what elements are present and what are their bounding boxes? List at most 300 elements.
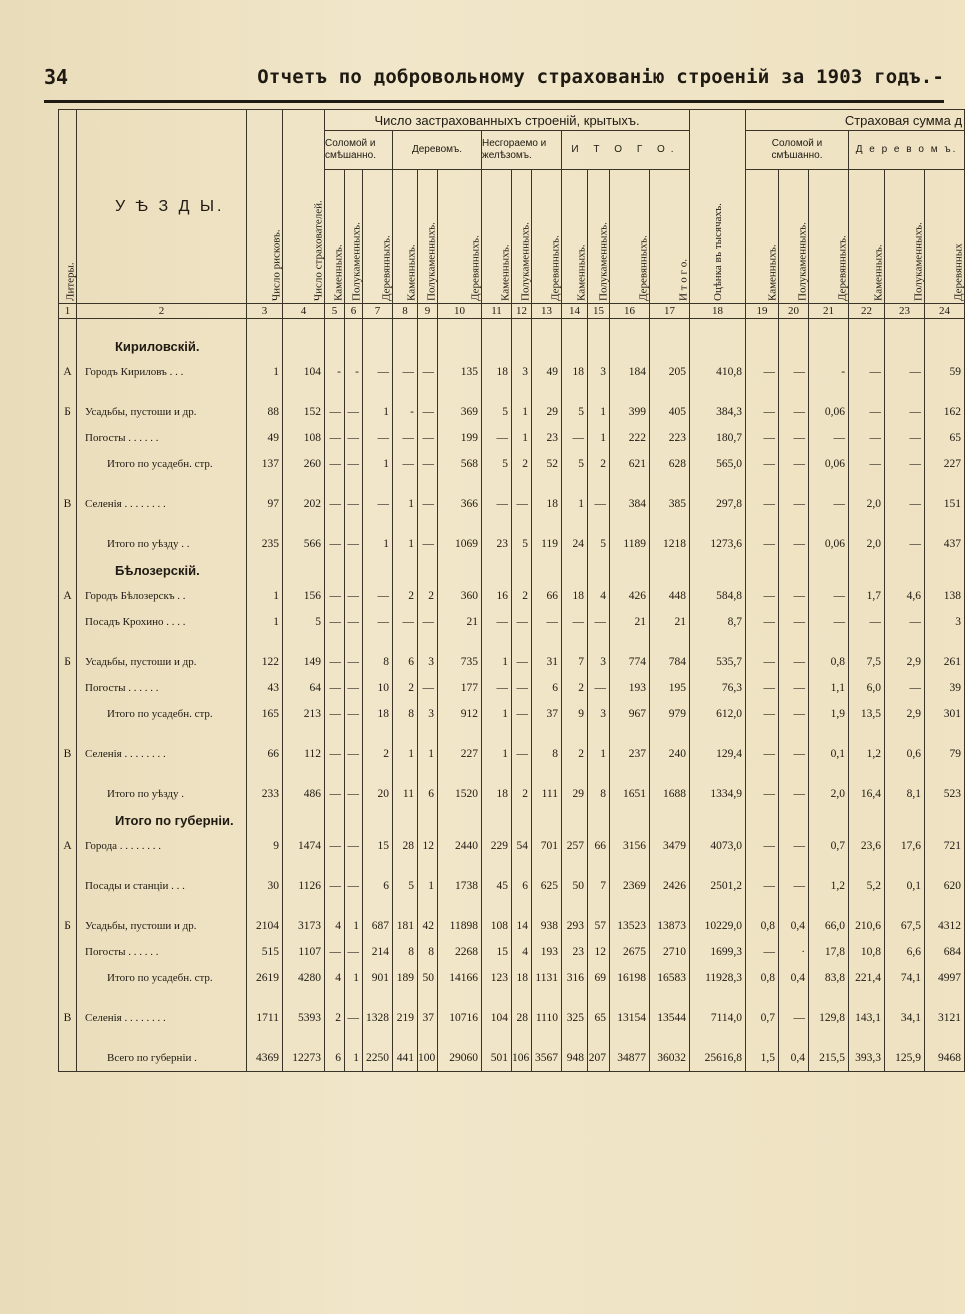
value-cell: 2501,2 bbox=[690, 873, 746, 899]
value-cell: 1273,6 bbox=[690, 531, 746, 557]
spacer-cell bbox=[363, 477, 393, 491]
value-cell: 111 bbox=[532, 781, 562, 807]
row-label: Города . . . . . . . . bbox=[77, 833, 247, 859]
value-cell: 0,7 bbox=[809, 833, 849, 859]
value-cell: 65 bbox=[925, 425, 965, 451]
value-cell: 0,4 bbox=[779, 1045, 809, 1072]
spacer-cell bbox=[325, 899, 345, 913]
value-cell: 612,0 bbox=[690, 701, 746, 727]
spacer-cell bbox=[588, 991, 610, 1005]
value-cell: 1 bbox=[482, 741, 512, 767]
value-cell: 1520 bbox=[438, 781, 482, 807]
col-header-stone: Каменныхъ. bbox=[562, 170, 588, 304]
spacer-cell bbox=[363, 767, 393, 781]
total-row bbox=[59, 1045, 965, 1072]
value-cell: 565,0 bbox=[690, 451, 746, 477]
value-cell: — bbox=[809, 425, 849, 451]
value-cell: 162 bbox=[925, 399, 965, 425]
literal-cell: А bbox=[59, 833, 77, 859]
value-cell: 4,6 bbox=[885, 583, 925, 609]
value-cell: 3173 bbox=[283, 913, 325, 939]
value-cell: 1 bbox=[418, 873, 438, 899]
spacer-cell bbox=[610, 1031, 650, 1045]
spacer-cell bbox=[885, 385, 925, 399]
value-cell: 1651 bbox=[610, 781, 650, 807]
value-cell: — bbox=[779, 359, 809, 385]
spacer-cell bbox=[690, 767, 746, 781]
value-cell: — bbox=[418, 425, 438, 451]
value-cell: 5 bbox=[512, 531, 532, 557]
spacer-cell bbox=[363, 991, 393, 1005]
spacer-cell bbox=[849, 899, 885, 913]
value-cell: 1474 bbox=[283, 833, 325, 859]
spacer-cell bbox=[562, 1031, 588, 1045]
column-number: 17 bbox=[650, 304, 690, 319]
value-cell: 138 bbox=[925, 583, 965, 609]
row-label: Селенія . . . . . . . . bbox=[77, 1005, 247, 1031]
value-cell: — bbox=[345, 781, 363, 807]
value-cell: 261 bbox=[925, 649, 965, 675]
section-row bbox=[59, 333, 965, 359]
value-cell: 1 bbox=[588, 741, 610, 767]
literal-cell bbox=[59, 531, 77, 557]
total-row bbox=[59, 451, 965, 477]
value-cell: 1189 bbox=[610, 531, 650, 557]
empty-cell bbox=[345, 557, 363, 583]
empty-cell bbox=[345, 333, 363, 359]
value-cell: — bbox=[418, 491, 438, 517]
row-label: Посады и станціи . . . bbox=[77, 873, 247, 899]
literal-cell bbox=[59, 1045, 77, 1072]
empty-cell bbox=[247, 807, 283, 833]
empty-cell bbox=[562, 807, 588, 833]
value-cell: 2 bbox=[512, 583, 532, 609]
value-cell: — bbox=[746, 873, 779, 899]
value-cell: 100 bbox=[418, 1045, 438, 1072]
value-cell: 12273 bbox=[283, 1045, 325, 1072]
spacer-cell bbox=[809, 1031, 849, 1045]
spacer-cell bbox=[77, 991, 247, 1005]
value-cell: 18 bbox=[562, 359, 588, 385]
value-cell: 1,2 bbox=[809, 873, 849, 899]
column-number: 20 bbox=[779, 304, 809, 319]
value-cell: 8,7 bbox=[690, 609, 746, 635]
empty-cell bbox=[779, 557, 809, 583]
col-header-wooden: Деревянныхъ. bbox=[438, 170, 482, 304]
value-cell: 0,7 bbox=[746, 1005, 779, 1031]
spacer-cell bbox=[809, 859, 849, 873]
value-cell: 393,3 bbox=[849, 1045, 885, 1072]
empty-cell bbox=[690, 557, 746, 583]
value-cell: 5 bbox=[482, 451, 512, 477]
spacer-cell bbox=[925, 991, 965, 1005]
value-cell: 8,1 bbox=[885, 781, 925, 807]
spacer-cell bbox=[650, 477, 690, 491]
spacer-cell bbox=[345, 477, 363, 491]
spacer-cell bbox=[588, 635, 610, 649]
spacer-cell bbox=[610, 477, 650, 491]
value-cell: 1 bbox=[247, 583, 283, 609]
spacer-cell bbox=[393, 859, 418, 873]
value-cell: 369 bbox=[438, 399, 482, 425]
spacer-cell bbox=[363, 1031, 393, 1045]
spacer-cell bbox=[283, 727, 325, 741]
spacer-cell bbox=[438, 859, 482, 873]
spacer-row bbox=[59, 385, 965, 399]
col-header-stone: Каменныхъ. bbox=[325, 170, 345, 304]
value-cell: 3479 bbox=[650, 833, 690, 859]
value-cell: 2 bbox=[562, 675, 588, 701]
value-cell: 66 bbox=[247, 741, 283, 767]
value-cell: 237 bbox=[610, 741, 650, 767]
value-cell: — bbox=[512, 701, 532, 727]
value-cell: — bbox=[345, 649, 363, 675]
value-cell: — bbox=[418, 531, 438, 557]
spacer-cell bbox=[438, 635, 482, 649]
value-cell: 6 bbox=[363, 873, 393, 899]
spacer-cell bbox=[418, 385, 438, 399]
value-cell: 12 bbox=[418, 833, 438, 859]
value-cell: 8 bbox=[532, 741, 562, 767]
value-cell: 0,8 bbox=[746, 913, 779, 939]
value-cell: 104 bbox=[283, 359, 325, 385]
value-cell: 66,0 bbox=[809, 913, 849, 939]
value-cell: — bbox=[809, 583, 849, 609]
spacer-cell bbox=[809, 517, 849, 531]
empty-cell bbox=[650, 557, 690, 583]
row-label: Итого по усадебн. стр. bbox=[77, 965, 247, 991]
value-cell: 18 bbox=[532, 491, 562, 517]
value-cell: — bbox=[849, 609, 885, 635]
value-cell: — bbox=[849, 451, 885, 477]
value-cell: — bbox=[779, 531, 809, 557]
column-number-row bbox=[59, 304, 965, 319]
spacer-cell bbox=[809, 477, 849, 491]
value-cell: — bbox=[325, 399, 345, 425]
value-cell: — bbox=[325, 583, 345, 609]
value-cell: 486 bbox=[283, 781, 325, 807]
row-label: Погосты . . . . . . bbox=[77, 675, 247, 701]
value-cell: 8 bbox=[418, 939, 438, 965]
value-cell: 233 bbox=[247, 781, 283, 807]
value-cell: 8 bbox=[393, 939, 418, 965]
row-label: Усадьбы, пустоши и др. bbox=[77, 399, 247, 425]
spacer-cell bbox=[532, 635, 562, 649]
empty-cell bbox=[885, 557, 925, 583]
value-cell: 405 bbox=[650, 399, 690, 425]
spacer-cell bbox=[746, 899, 779, 913]
value-cell: — bbox=[418, 359, 438, 385]
spacer-cell bbox=[325, 991, 345, 1005]
spacer-cell bbox=[482, 859, 512, 873]
insurance-table bbox=[58, 109, 965, 1072]
col-header-halfstone: Полукаменныхъ. bbox=[885, 170, 925, 304]
spacer-cell bbox=[345, 899, 363, 913]
empty-cell bbox=[393, 333, 418, 359]
column-number: 7 bbox=[363, 304, 393, 319]
table-row bbox=[59, 399, 965, 425]
value-cell: 6 bbox=[325, 1045, 345, 1072]
value-cell: — bbox=[345, 609, 363, 635]
empty-cell bbox=[418, 333, 438, 359]
spacer-cell bbox=[59, 991, 77, 1005]
value-cell: 625 bbox=[532, 873, 562, 899]
spacer-cell bbox=[363, 859, 393, 873]
spacer-cell bbox=[690, 899, 746, 913]
value-cell: 410,8 bbox=[690, 359, 746, 385]
spacer-cell bbox=[562, 319, 588, 334]
spacer-cell bbox=[650, 385, 690, 399]
value-cell: — bbox=[746, 675, 779, 701]
value-cell: 7 bbox=[562, 649, 588, 675]
value-cell: 948 bbox=[562, 1045, 588, 1072]
value-cell: 1107 bbox=[283, 939, 325, 965]
value-cell: — bbox=[345, 833, 363, 859]
row-label: Посадъ Крохино . . . . bbox=[77, 609, 247, 635]
value-cell: 213 bbox=[283, 701, 325, 727]
spacer-cell bbox=[345, 727, 363, 741]
spacer-cell bbox=[610, 899, 650, 913]
spacer-cell bbox=[482, 991, 512, 1005]
col-header-stone: Каменныхъ. bbox=[482, 170, 512, 304]
col-header-halfstone: Полукаменныхъ. bbox=[418, 170, 438, 304]
value-cell: 535,7 bbox=[690, 649, 746, 675]
value-cell: 207 bbox=[588, 1045, 610, 1072]
row-label: Всего по губерніи . bbox=[77, 1045, 247, 1072]
spacer-cell bbox=[562, 727, 588, 741]
spacer-cell bbox=[849, 767, 885, 781]
value-cell: 5 bbox=[393, 873, 418, 899]
spacer-cell bbox=[77, 635, 247, 649]
value-cell: — bbox=[345, 741, 363, 767]
table-row bbox=[59, 873, 965, 899]
table-row bbox=[59, 491, 965, 517]
empty-cell bbox=[849, 807, 885, 833]
spacer-cell bbox=[418, 767, 438, 781]
value-cell: 30 bbox=[247, 873, 283, 899]
value-cell: 1 bbox=[418, 741, 438, 767]
spacer-cell bbox=[325, 767, 345, 781]
spacer-cell bbox=[779, 899, 809, 913]
spacer-cell bbox=[59, 517, 77, 531]
value-cell: 57 bbox=[588, 913, 610, 939]
total-row bbox=[59, 965, 965, 991]
empty-cell bbox=[650, 333, 690, 359]
spacer-cell bbox=[59, 859, 77, 873]
spacer-cell bbox=[512, 319, 532, 334]
value-cell: — bbox=[345, 425, 363, 451]
spacer-cell bbox=[588, 767, 610, 781]
value-cell: — bbox=[779, 425, 809, 451]
table-row bbox=[59, 741, 965, 767]
table-row bbox=[59, 833, 965, 859]
spacer-cell bbox=[650, 635, 690, 649]
value-cell: 260 bbox=[283, 451, 325, 477]
table-row bbox=[59, 425, 965, 451]
value-cell: 143,1 bbox=[849, 1005, 885, 1031]
value-cell: — bbox=[345, 491, 363, 517]
spacer-cell bbox=[482, 899, 512, 913]
column-number: 10 bbox=[438, 304, 482, 319]
value-cell: 621 bbox=[610, 451, 650, 477]
value-cell: 5 bbox=[482, 399, 512, 425]
spacer-cell bbox=[690, 517, 746, 531]
value-cell: 3567 bbox=[532, 1045, 562, 1072]
spacer-cell bbox=[885, 1031, 925, 1045]
value-cell: 37 bbox=[532, 701, 562, 727]
value-cell: 106 bbox=[512, 1045, 532, 1072]
value-cell: 223 bbox=[650, 425, 690, 451]
spacer-cell bbox=[247, 635, 283, 649]
spacer-cell bbox=[588, 859, 610, 873]
empty-cell bbox=[610, 557, 650, 583]
spacer-cell bbox=[610, 991, 650, 1005]
spacer-cell bbox=[325, 385, 345, 399]
value-cell: 1334,9 bbox=[690, 781, 746, 807]
spacer-cell bbox=[59, 477, 77, 491]
value-cell: 108 bbox=[283, 425, 325, 451]
value-cell: 426 bbox=[610, 583, 650, 609]
value-cell: 2 bbox=[325, 1005, 345, 1031]
empty-cell bbox=[925, 333, 965, 359]
table-row bbox=[59, 649, 965, 675]
value-cell: 912 bbox=[438, 701, 482, 727]
literal-cell bbox=[59, 873, 77, 899]
value-cell: 129,8 bbox=[809, 1005, 849, 1031]
section-row bbox=[59, 807, 965, 833]
value-cell: — bbox=[345, 1005, 363, 1031]
value-cell: — bbox=[779, 741, 809, 767]
spacer-cell bbox=[610, 385, 650, 399]
spacer-cell bbox=[393, 319, 418, 334]
value-cell: 2104 bbox=[247, 913, 283, 939]
spacer-cell bbox=[363, 635, 393, 649]
literal-cell: А bbox=[59, 583, 77, 609]
empty-cell bbox=[283, 333, 325, 359]
value-cell: 735 bbox=[438, 649, 482, 675]
value-cell: 7,5 bbox=[849, 649, 885, 675]
empty-cell bbox=[438, 807, 482, 833]
spacer-cell bbox=[345, 517, 363, 531]
value-cell: 5 bbox=[562, 451, 588, 477]
spacer-cell bbox=[59, 635, 77, 649]
spacer-cell bbox=[562, 859, 588, 873]
spacer-cell bbox=[438, 477, 482, 491]
spacer-cell bbox=[849, 385, 885, 399]
spacer-cell bbox=[588, 899, 610, 913]
spacer-cell bbox=[418, 635, 438, 649]
col-header-stone: Каменныхъ. bbox=[849, 170, 885, 304]
spacer-cell bbox=[746, 767, 779, 781]
value-cell: 2 bbox=[588, 451, 610, 477]
value-cell: — bbox=[779, 833, 809, 859]
value-cell: 23 bbox=[562, 939, 588, 965]
value-cell: 1131 bbox=[532, 965, 562, 991]
value-cell: — bbox=[746, 741, 779, 767]
value-cell: 21 bbox=[438, 609, 482, 635]
value-cell: — bbox=[393, 425, 418, 451]
spacer-cell bbox=[283, 767, 325, 781]
value-cell: 3 bbox=[588, 701, 610, 727]
value-cell: — bbox=[746, 451, 779, 477]
value-cell: — bbox=[779, 675, 809, 701]
value-cell: 83,8 bbox=[809, 965, 849, 991]
value-cell: — bbox=[345, 399, 363, 425]
value-cell: 2,9 bbox=[885, 649, 925, 675]
spacer-cell bbox=[77, 319, 247, 334]
spacer-cell bbox=[512, 899, 532, 913]
value-cell: — bbox=[418, 399, 438, 425]
value-cell: — bbox=[325, 781, 345, 807]
col-header-stone: Каменныхъ. bbox=[393, 170, 418, 304]
spacer-cell bbox=[650, 727, 690, 741]
value-cell: — bbox=[562, 609, 588, 635]
literal-cell: В bbox=[59, 491, 77, 517]
spacer-cell bbox=[512, 1031, 532, 1045]
value-cell: 65 bbox=[588, 1005, 610, 1031]
spacer-cell bbox=[393, 727, 418, 741]
value-cell: 18 bbox=[363, 701, 393, 727]
value-cell: 6 bbox=[418, 781, 438, 807]
value-cell: — bbox=[482, 675, 512, 701]
spacer-cell bbox=[849, 1031, 885, 1045]
value-cell: 229 bbox=[482, 833, 512, 859]
value-cell: 10,8 bbox=[849, 939, 885, 965]
column-number: 4 bbox=[283, 304, 325, 319]
value-cell: 16,4 bbox=[849, 781, 885, 807]
running-title: Отчетъ по добровольному страхованію строеній за 1903 годъ.- bbox=[257, 66, 944, 88]
spacer-cell bbox=[610, 319, 650, 334]
spacer-cell bbox=[283, 477, 325, 491]
value-cell: 1126 bbox=[283, 873, 325, 899]
value-cell: 257 bbox=[562, 833, 588, 859]
value-cell: 721 bbox=[925, 833, 965, 859]
literal-cell bbox=[59, 965, 77, 991]
spacer-cell bbox=[325, 859, 345, 873]
value-cell: 10716 bbox=[438, 1005, 482, 1031]
value-cell: 385 bbox=[650, 491, 690, 517]
value-cell: 4 bbox=[512, 939, 532, 965]
value-cell: — bbox=[393, 451, 418, 477]
empty-cell bbox=[610, 807, 650, 833]
value-cell: 64 bbox=[283, 675, 325, 701]
value-cell: 4280 bbox=[283, 965, 325, 991]
spacer-cell bbox=[59, 1031, 77, 1045]
spacer-cell bbox=[650, 991, 690, 1005]
spacer-cell bbox=[512, 991, 532, 1005]
spacer-cell bbox=[393, 635, 418, 649]
spacer-cell bbox=[610, 767, 650, 781]
value-cell: 366 bbox=[438, 491, 482, 517]
spacer-cell bbox=[345, 635, 363, 649]
empty-cell bbox=[885, 333, 925, 359]
value-cell: 49 bbox=[532, 359, 562, 385]
value-cell: 15 bbox=[363, 833, 393, 859]
spacer-cell bbox=[418, 727, 438, 741]
subheader-total: И Т О Г О. bbox=[562, 131, 690, 170]
value-cell: 2440 bbox=[438, 833, 482, 859]
spacer-cell bbox=[849, 477, 885, 491]
value-cell: 23 bbox=[482, 531, 512, 557]
spacer-cell bbox=[746, 1031, 779, 1045]
value-cell: 42 bbox=[418, 913, 438, 939]
value-cell: 13544 bbox=[650, 1005, 690, 1031]
value-cell: 687 bbox=[363, 913, 393, 939]
value-cell: 2,9 bbox=[885, 701, 925, 727]
value-cell: 25616,8 bbox=[690, 1045, 746, 1072]
spacer-cell bbox=[283, 859, 325, 873]
empty-cell bbox=[746, 333, 779, 359]
